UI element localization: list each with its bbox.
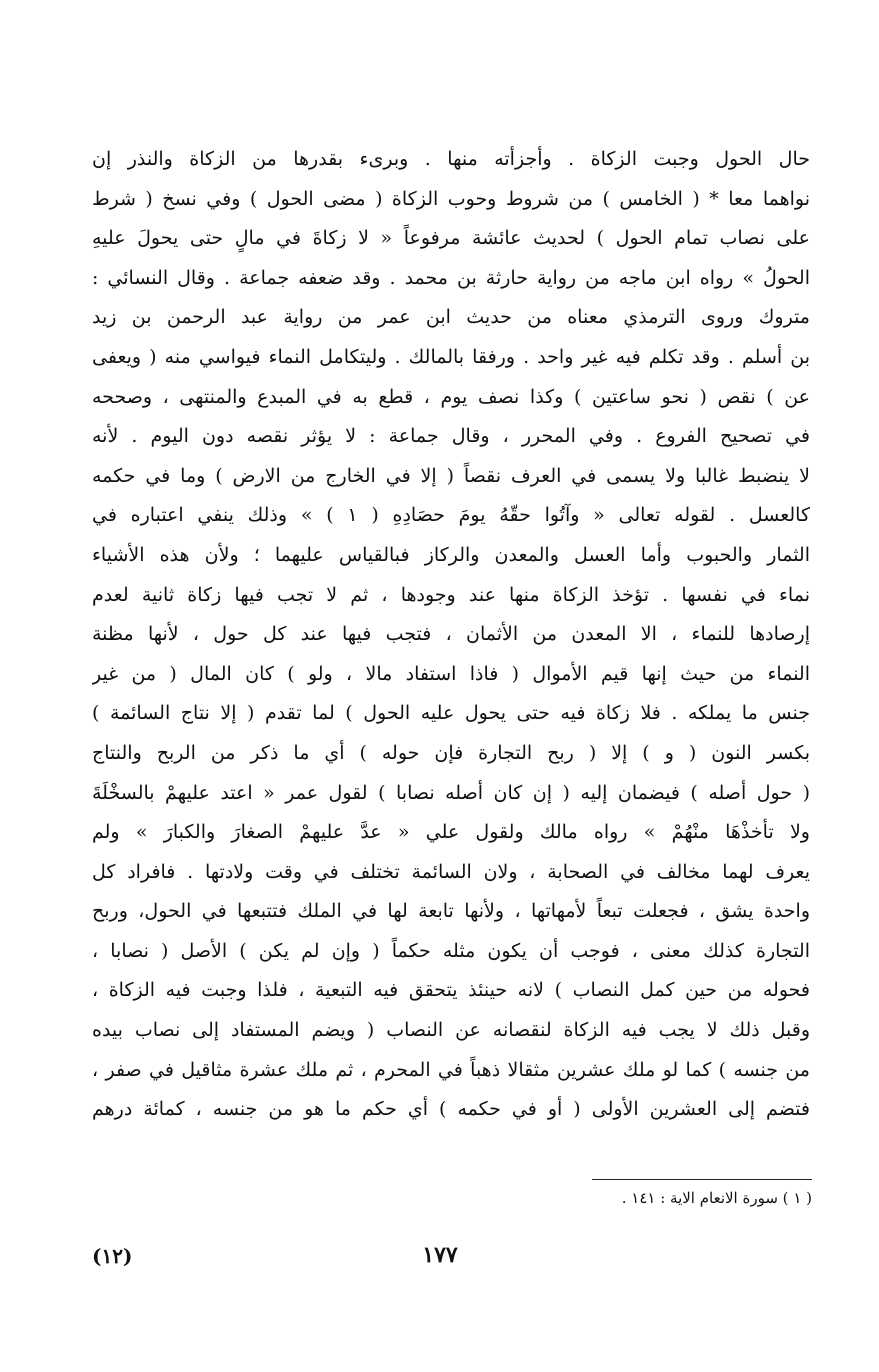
footnote-divider [592, 1179, 812, 1180]
text-line: فتضم إلى العشرين الأولى ( أو في حكمه ) أي حكم ما هو من جنسه ، كمائة درهم [92, 1098, 810, 1121]
text-line: يعرف لهما مخالف في الصحابة ، ولان السائمة تختلف في وقت ولادتها . فافراد كل [92, 860, 810, 883]
text-line: بن أسلم . وقد تكلم فيه غير واحد . ورفقا بالمالك . وليتكامل النماء فيواسي منه ( ويعفى [92, 345, 810, 368]
text-line: بكسر النون ( و ) إلا ( ربح التجارة فإن حوله ) أي ما ذكر من الربح والنتاج [92, 741, 810, 764]
text-line: متروك وروى الترمذي معناه من حديث ابن عمر من رواية عبد الرحمن بن زيد [92, 306, 810, 329]
text-line: ( حول أصله ) فيضمان إليه ( إن كان أصله نصابا ) لقول عمر « اعتد عليهمْ بالسخْلَةَ [92, 781, 810, 804]
text-line: وقبل ذلك لا يجب فيه الزكاة لنقصانه عن النصاب ( ويضم المستفاد إلى نصاب بيده [92, 1019, 810, 1042]
text-line: النماء من حيث إنها قيم الأموال ( فاذا استفاد مالا ، ولو ) كان المال ( من غير [92, 662, 810, 685]
text-line: من جنسه ) كما لو ملك عشرين مثقالا ذهباً في المحرم ، ثم ملك عشرة مثاقيل في صفر ، [92, 1058, 810, 1081]
signature-mark: (١٢) [92, 1244, 133, 1268]
footnote: ( ١ ) سورة الانعام الاية : ١٤١ . [621, 1189, 812, 1207]
main-text [92, 140, 810, 1130]
page-number: ١٧٧ [422, 1242, 458, 1268]
text-line: إرصادها للنماء ، الا المعدن من الأثمان ، فتجب فيها عند كل حول ، لأنها مظنة [92, 623, 810, 646]
text-line: الثمار والحبوب وأما العسل والمعدن والركاز فبالقياس عليهما ؛ ولأن هذه الأشياء [92, 543, 810, 566]
text-line: ولا تأخذْهَا منْهُمْ » رواه مالك ولقول علي « عدَّ عليهمْ الصغارَ والكبارَ » ولم [92, 821, 810, 844]
text-line: حال الحول وجبت الزكاة . وأجزأته منها . وبرىء بقدرها من الزكاة والنذر إن [92, 148, 810, 170]
text-line: على نصاب تمام الحول ) لحديث عائشة مرفوعاً « لا زكاةَ في مالٍ حتى يحولَ عليهِ [92, 227, 810, 250]
text-line: في تصحيح الفروع . وفي المحرر ، وقال جماعة : لا يؤثر نقصه دون اليوم . لأنه [92, 425, 810, 448]
text-line: التجارة كذلك معنى ، فوجب أن يكون مثله حكماً ( وإن لم يكن ) الأصل ( نصابا ، [92, 939, 810, 962]
text-line: واحدة يشق ، فجعلت تبعاً لأمهاتها ، ولأنها تابعة لها في الملك فتتبعها في الحول، وربح [92, 900, 810, 923]
text-line: نماء في نفسها . تؤخذ الزكاة منها عند وجودها ، ثم لا تجب فيها زكاة ثانية لعدم [92, 583, 810, 606]
text-line: عن ) نقص ( نحو ساعتين ) وكذا نصف يوم ، قطع به في المبدع والمنتهى ، وصححه [92, 385, 810, 408]
text-line: جنس ما يملكه . فلا زكاة فيه حتى يحول عليه الحول ) لما تقدم ( إلا نتاج السائمة ) [92, 702, 810, 725]
text-line: الحولُ » رواه ابن ماجه من رواية حارثة بن محمد . وقد ضعفه جماعة . وقال النسائي : [92, 266, 810, 289]
text-line: لا ينضبط غالبا ولا يسمى في العرف نقصاً ( إلا في الخارج من الارض ) وما في حكمه [92, 464, 810, 487]
text-line: كالعسل . لقوله تعالى « وآتُوا حقّهُ يومَ حصَادِهِ ( ١ ) » وذلك ينفي اعتباره في [92, 504, 810, 527]
text-line: فحوله من حين كمل النصاب ) لانه حينئذ يتحقق فيه التبعية ، فلذا وجبت فيه الزكاة ، [92, 979, 810, 1002]
text-line: نواهما معا * ( الخامس ) من شروط وحوب الزكاة ( مضى الحول ) وفي نسخ ( شرط [92, 187, 810, 210]
